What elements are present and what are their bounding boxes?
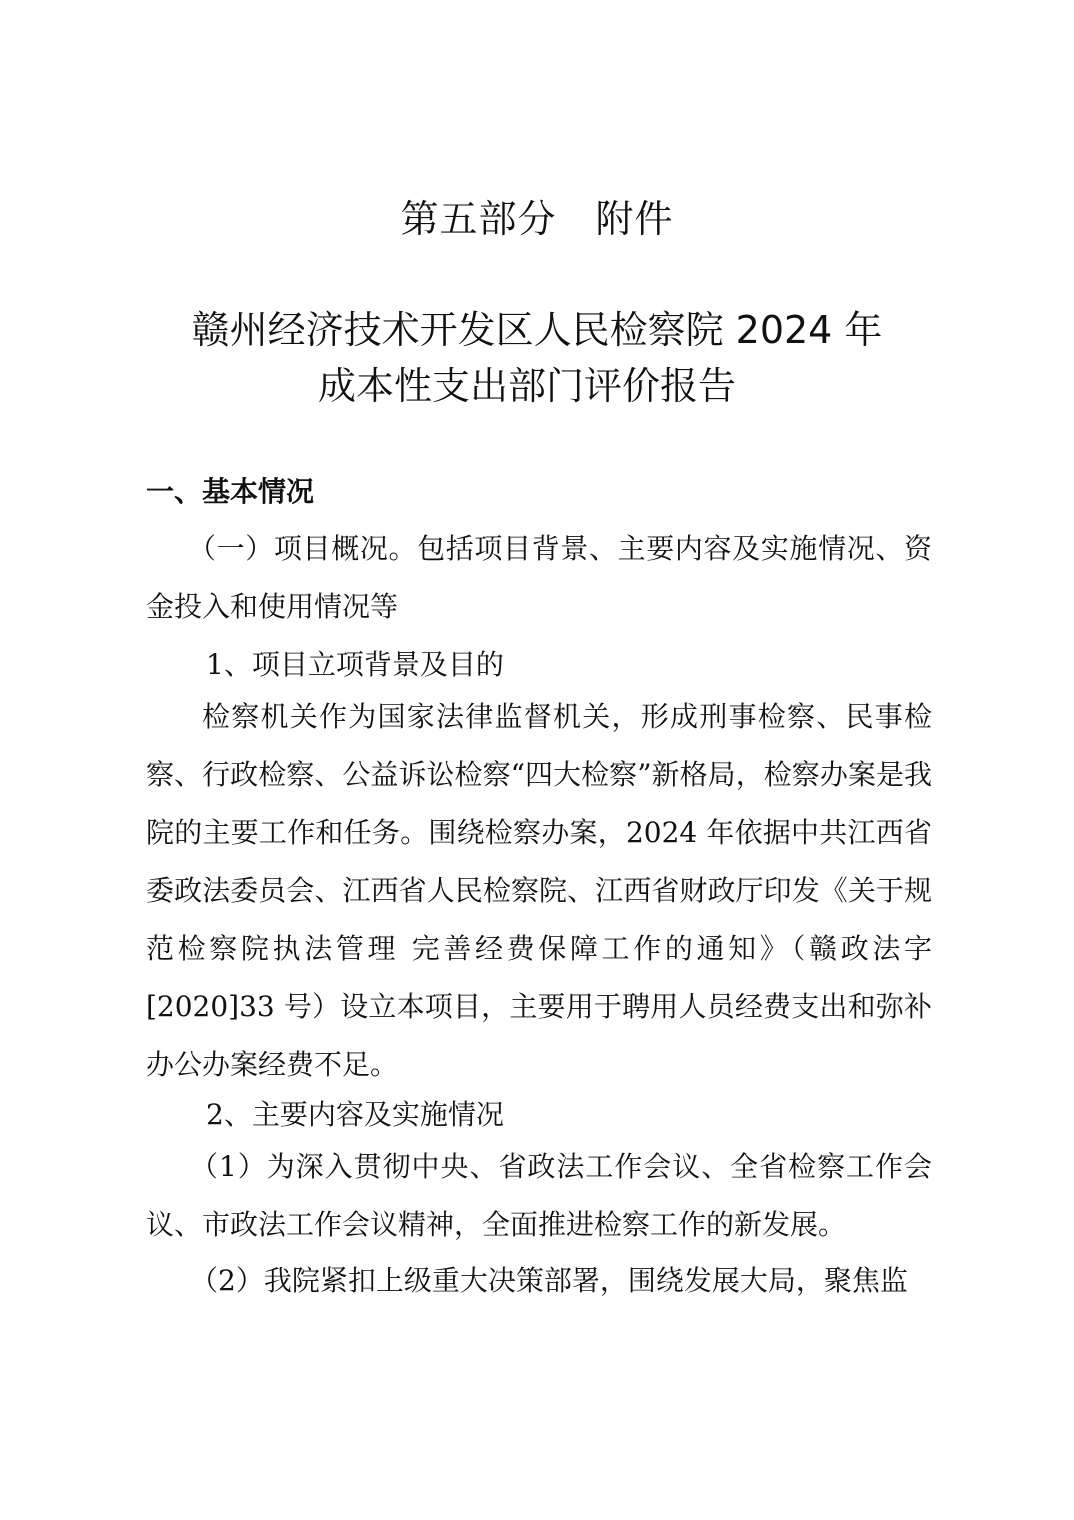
subsection-heading-background: 1、项目立项背景及目的 — [206, 648, 504, 681]
project-overview-paragraph: （一）项目概况。包括项目背景、主要内容及实施情况、资金投入和使用情况等 — [146, 532, 932, 623]
part-title: 第五部分 附件 — [400, 197, 674, 241]
report-title-line-2: 成本性支出部门评价报告 — [317, 364, 736, 408]
section-heading-basic-info: 一、基本情况 — [146, 475, 315, 508]
background-paragraph: 检察机关作为国家法律监督机关，形成刑事检察、民事检察、行政检察、公益诉讼检察“四大检察”新格局，检察办案是我院的主要工作和任务。围绕检察办案，2024 年依据中共江西省委政法委员会、江西省人民检察院、江西省财政厅印发《关于规范检察院执法管理 完善经费保障工作的通知》（赣政法字[2020]33 号）设立本项目，主要用于聘用人员经费支出和弥补办公办案经费不足。 — [146, 700, 932, 1081]
subsection-heading-content: 2、主要内容及实施情况 — [206, 1098, 504, 1131]
report-title-line-1: 赣州经济技术开发区人民检察院 2024 年 — [191, 308, 883, 352]
content-item-1: （1）为深入贯彻中央、省政法工作会议、全省检察工作会议、市政法工作会议精神，全面推进检察工作的新发展。 — [146, 1150, 932, 1241]
content-item-2: （2）我院紧扣上级重大决策部署，围绕发展大局，聚焦监 — [190, 1264, 908, 1297]
